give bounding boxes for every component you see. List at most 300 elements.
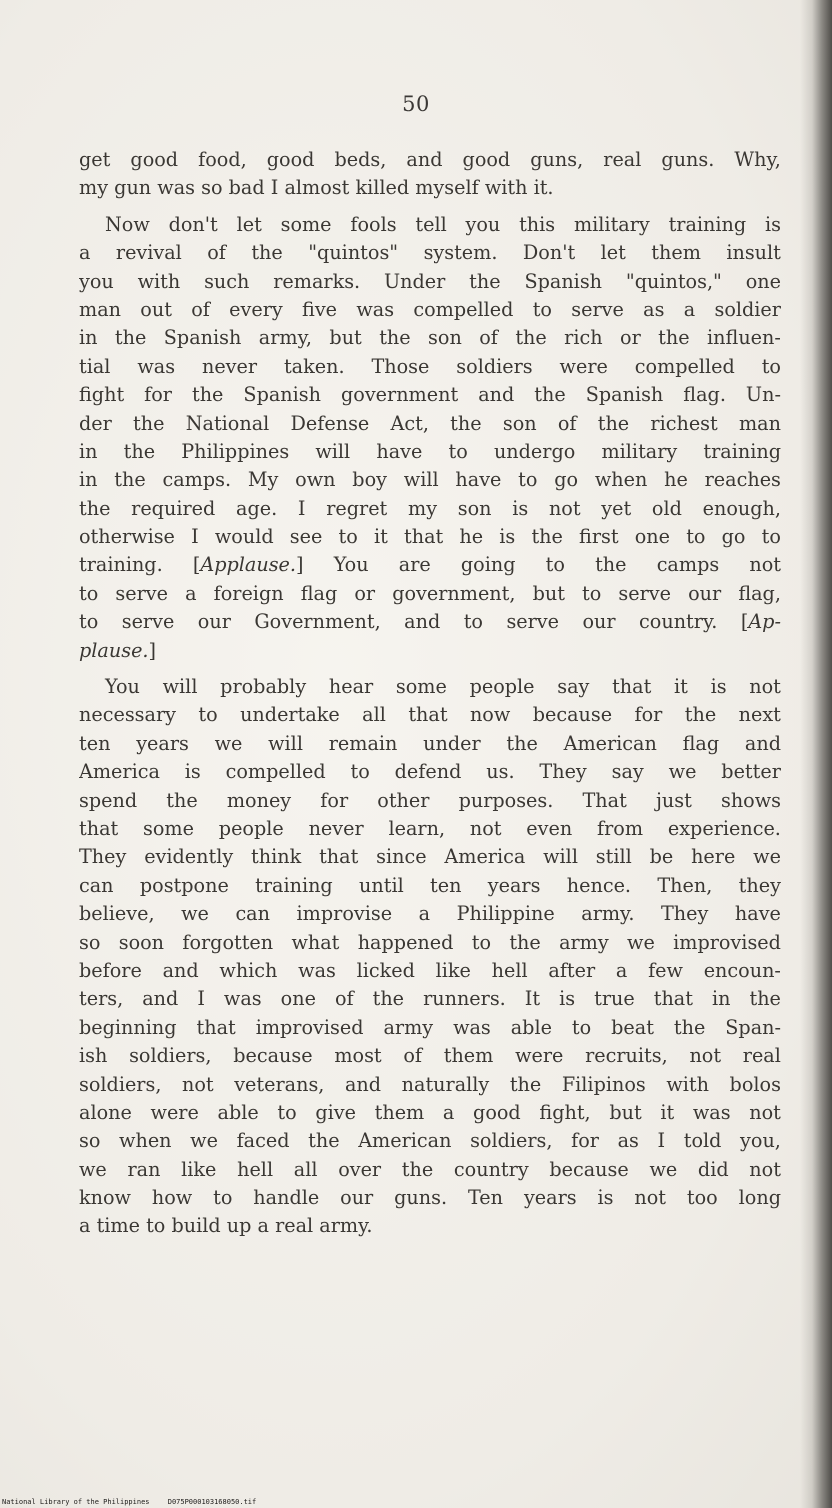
word: never (308, 816, 364, 840)
word: he (664, 468, 688, 492)
word: as (617, 1129, 639, 1153)
word: the (469, 269, 501, 293)
word: Ten (468, 1186, 504, 1210)
word: as (643, 297, 665, 321)
word: America (79, 760, 160, 784)
text-line (79, 815, 781, 843)
word: years (523, 1186, 577, 1210)
word: insult (726, 241, 781, 265)
word: improvised (255, 1015, 364, 1039)
word: encoun- (703, 958, 781, 982)
word: the (595, 553, 627, 577)
word: build (171, 1214, 221, 1238)
word: until (359, 873, 404, 897)
word: I (197, 987, 205, 1011)
word: over (338, 1157, 382, 1181)
word: of (334, 987, 354, 1011)
word: but (329, 326, 362, 350)
word: we (181, 902, 209, 926)
word: soldiers, (129, 1044, 212, 1068)
word: training (668, 212, 747, 236)
text-line (79, 1071, 781, 1099)
word: the (251, 241, 283, 265)
word: a (79, 1214, 91, 1238)
word: out (140, 297, 172, 321)
word: say (557, 675, 590, 699)
word: go (554, 468, 579, 492)
word: not (469, 816, 502, 840)
page-number: 50 (402, 92, 430, 116)
word: he (459, 525, 484, 549)
word: ters, (79, 987, 124, 1011)
word: the (372, 987, 405, 1011)
word: They (661, 902, 709, 926)
word: were (150, 1100, 199, 1124)
word: in (79, 326, 98, 350)
word: Un- (745, 383, 781, 407)
word: which (219, 958, 278, 982)
word: Span- (725, 1015, 781, 1039)
word: was (692, 1100, 731, 1124)
word: spend (79, 788, 138, 812)
word: camps (656, 553, 720, 577)
word: serve (618, 581, 671, 605)
word: system. (423, 241, 498, 265)
word: with (137, 269, 181, 293)
word: to (277, 1100, 297, 1124)
word: They (539, 760, 587, 784)
word: some (395, 675, 447, 699)
word: like (435, 958, 471, 982)
word: because (233, 1044, 313, 1068)
word: and (162, 958, 199, 982)
word: for (571, 1129, 599, 1153)
word: it (660, 1100, 675, 1124)
word: boy (352, 468, 387, 492)
word: fight (79, 383, 125, 407)
word: I (270, 176, 279, 200)
word: and (744, 731, 781, 755)
word: [Ap- (740, 610, 781, 634)
word: hear (328, 675, 374, 699)
word: with (484, 176, 528, 200)
word: America (444, 845, 526, 869)
word: Spanish (524, 269, 603, 293)
word: hell (491, 958, 528, 982)
word: flag (682, 731, 720, 755)
word: some (143, 816, 194, 840)
word: to (518, 468, 538, 492)
word: I (657, 1129, 666, 1153)
word: forgotten (182, 930, 274, 954)
word: or (354, 581, 376, 605)
word: this (519, 212, 556, 236)
word: years (487, 873, 541, 897)
word: guns. (394, 1186, 448, 1210)
word: never (201, 354, 258, 378)
text-line (79, 495, 781, 523)
word: will (543, 845, 578, 869)
word: a (257, 1214, 269, 1238)
word: real (742, 1044, 781, 1068)
word: evidently (144, 845, 234, 869)
word: "quintos," (625, 269, 722, 293)
word: military (573, 212, 650, 236)
word: the (531, 525, 563, 549)
word: for (144, 383, 172, 407)
word: we (753, 845, 781, 869)
word: Spanish (163, 326, 242, 350)
text-line (79, 608, 781, 636)
word: that (653, 987, 693, 1011)
word: still (595, 845, 632, 869)
word: own (295, 468, 336, 492)
word: ten (430, 873, 462, 897)
word: is (597, 1186, 614, 1210)
word: the (308, 1129, 340, 1153)
text-line (79, 1184, 781, 1212)
word: because (532, 703, 613, 727)
text-line (79, 353, 781, 381)
word: rich (564, 326, 603, 350)
word: are (398, 553, 431, 577)
word: ish (79, 1044, 108, 1068)
word: have (376, 439, 423, 463)
word: real (603, 148, 642, 171)
word: go (721, 525, 746, 549)
word: years (136, 731, 189, 755)
word: we (649, 1157, 678, 1181)
word: long (738, 1186, 781, 1210)
word: country. (639, 610, 718, 634)
word: that (79, 816, 119, 840)
word: gun (114, 176, 152, 200)
word: five (302, 297, 338, 321)
word: to (761, 354, 781, 378)
word: it (674, 675, 688, 699)
text-line (79, 268, 781, 296)
word: flag, (738, 581, 781, 605)
word: recruits, (585, 1044, 668, 1068)
word: army. (581, 902, 635, 926)
word: hence. (566, 873, 632, 897)
word: a (683, 297, 696, 321)
word: some (280, 212, 332, 236)
word: of (207, 241, 226, 265)
word: be (649, 845, 674, 869)
word: remarks. (273, 269, 361, 293)
word: our (688, 581, 722, 605)
word: fight, (539, 1100, 591, 1124)
word: myself (415, 176, 479, 200)
word: to (471, 930, 491, 954)
word: let (600, 241, 626, 265)
word: them (443, 1044, 494, 1068)
word: Filipinos (561, 1072, 646, 1096)
word: plause.] (79, 638, 157, 662)
text-line (79, 929, 781, 957)
word: that (612, 675, 652, 699)
word: can (79, 873, 114, 897)
word: most (334, 1044, 382, 1068)
word: postpone (139, 873, 229, 897)
word: to (761, 525, 781, 549)
word: one (280, 987, 316, 1011)
word: Spanish (243, 383, 321, 407)
text-line (79, 1127, 781, 1155)
word: we (214, 731, 243, 755)
word: runners. (423, 987, 506, 1011)
word: hell (237, 1157, 274, 1181)
word: Then, (657, 873, 713, 897)
word: the (673, 1015, 706, 1039)
word: improvised (673, 930, 781, 954)
word: is (184, 760, 201, 784)
word: were (515, 1044, 564, 1068)
word: was (137, 354, 176, 378)
word: see (289, 525, 323, 549)
word: to (198, 703, 218, 727)
word: guns, (530, 148, 584, 171)
word: It (524, 987, 541, 1011)
word: all (293, 1157, 318, 1181)
word: beds, (334, 148, 387, 171)
word: improvise (296, 902, 393, 926)
text-line (79, 843, 781, 871)
body-text (79, 146, 781, 1241)
scan-credit (2, 1498, 256, 1506)
word: richest (650, 411, 718, 435)
word: so (201, 176, 223, 200)
word: the (509, 1072, 542, 1096)
word: our (582, 610, 616, 634)
word: one (745, 269, 781, 293)
word: after (548, 958, 596, 982)
word: now (469, 703, 511, 727)
word: and (404, 610, 441, 634)
word: for (320, 788, 349, 812)
word: soon (118, 930, 165, 954)
word: ten (79, 731, 111, 755)
word: for (634, 703, 663, 727)
word: people (218, 816, 284, 840)
word: since (376, 845, 427, 869)
word: training (703, 439, 781, 463)
text-line (79, 523, 781, 551)
word: camps. (162, 468, 232, 492)
word: just (655, 788, 692, 812)
text-line (79, 787, 781, 815)
library-credit: National Library of the Philippines (2, 1498, 150, 1506)
word: told (683, 1129, 722, 1153)
word: but (609, 1100, 642, 1124)
word: the (658, 326, 690, 350)
word: not (634, 1186, 667, 1210)
text-line (79, 900, 781, 928)
word: son (502, 411, 537, 435)
word: man (79, 297, 121, 321)
word: naturally (401, 1072, 490, 1096)
text-line (79, 1099, 781, 1127)
word: guns. (661, 148, 715, 171)
word: to (686, 525, 706, 549)
word: compelled (413, 297, 514, 321)
word: is (710, 675, 727, 699)
word: you (79, 269, 114, 293)
word: the (534, 383, 566, 407)
word: the (506, 731, 538, 755)
text-line (79, 985, 781, 1013)
word: them (374, 1100, 425, 1124)
text-line (79, 438, 781, 466)
word: undergo (493, 439, 576, 463)
word: Don't (522, 241, 576, 265)
word: Now (105, 212, 150, 236)
text-line (79, 296, 781, 324)
word: they (738, 873, 781, 897)
word: that (319, 845, 359, 869)
word: the (114, 468, 146, 492)
word: would (214, 525, 274, 549)
word: faced (236, 1129, 290, 1153)
word: the (450, 411, 482, 435)
word: when (594, 468, 648, 492)
word: to (79, 610, 99, 634)
word: better (721, 760, 781, 784)
word: we (190, 1129, 218, 1153)
word: have (455, 468, 502, 492)
word: to (448, 439, 468, 463)
word: undertake (240, 703, 340, 727)
word: National (185, 411, 270, 435)
word: Defense (290, 411, 370, 435)
word: to (213, 1186, 233, 1210)
word: not (182, 1072, 214, 1096)
word: with (666, 1072, 709, 1096)
word: in (711, 987, 731, 1011)
word: der (79, 411, 112, 435)
word: say (611, 760, 644, 784)
word: a (418, 902, 431, 926)
word: to (338, 525, 358, 549)
word: other (377, 788, 430, 812)
word: to (146, 1214, 166, 1238)
word: Spanish (585, 383, 664, 407)
word: think (251, 845, 302, 869)
word: purposes. (458, 788, 554, 812)
word: will (403, 468, 439, 492)
word: They (79, 845, 127, 869)
word: was (356, 297, 395, 321)
word: Philippines (181, 439, 290, 463)
word: learn, (388, 816, 446, 840)
word: next (738, 703, 781, 727)
word: give (315, 1100, 356, 1124)
text-line (79, 1014, 781, 1042)
word: tial (79, 354, 111, 378)
word: is (764, 212, 781, 236)
word: Why, (734, 148, 781, 171)
word: serve (115, 581, 168, 605)
word: foreign (213, 581, 284, 605)
word: army (559, 930, 609, 954)
word: get (79, 148, 111, 171)
word: people (469, 675, 535, 699)
text-line (79, 872, 781, 900)
word: the (133, 411, 165, 435)
word: them (651, 241, 701, 265)
word: and (142, 987, 179, 1011)
word: real (275, 1214, 314, 1238)
word: but (532, 581, 565, 605)
word: required (131, 496, 216, 520)
word: the (684, 703, 717, 727)
word: You (105, 675, 140, 699)
word: soldiers, (470, 1129, 553, 1153)
paragraph-gap (79, 665, 781, 673)
word: able (510, 1015, 552, 1039)
word: Under (383, 269, 446, 293)
word: army, (258, 326, 312, 350)
word: that (196, 1015, 236, 1039)
word: of (403, 1044, 423, 1068)
word: true (594, 987, 635, 1011)
word: probably (220, 675, 307, 699)
word: age. (236, 496, 278, 520)
word: not (689, 1044, 722, 1068)
word: soldiers (456, 354, 533, 378)
word: alone (79, 1100, 132, 1124)
word: a (442, 1100, 455, 1124)
word: to (532, 297, 552, 321)
word: necessary (79, 703, 176, 727)
word: and (478, 383, 515, 407)
word: You (333, 553, 369, 577)
word: the (191, 383, 224, 407)
word: My (247, 468, 279, 492)
paragraph-gap (79, 203, 781, 211)
word: "quintos" (308, 241, 399, 265)
word: licked (356, 958, 415, 982)
word: of (479, 326, 498, 350)
word: was (157, 176, 195, 200)
word: was (453, 1015, 491, 1039)
word: serve (506, 610, 560, 634)
word: influen- (707, 326, 781, 350)
word: our (197, 610, 231, 634)
word: we (627, 930, 655, 954)
word: flag (300, 581, 338, 605)
word: under (423, 731, 481, 755)
word: to (463, 610, 483, 634)
word: the (114, 326, 147, 350)
word: Act, (390, 411, 429, 435)
word: and (406, 148, 443, 171)
word: good (473, 1100, 521, 1124)
word: I (191, 525, 199, 549)
word: serve (121, 610, 175, 634)
word: American (358, 1129, 452, 1153)
word: was (223, 987, 262, 1011)
word: enough, (702, 496, 781, 520)
word: taken. (283, 354, 345, 378)
word: my (79, 176, 109, 200)
word: believe, (79, 902, 155, 926)
word: happened (357, 930, 454, 954)
word: beginning (79, 1015, 177, 1039)
text-line (79, 239, 781, 267)
paragraph (79, 146, 781, 203)
